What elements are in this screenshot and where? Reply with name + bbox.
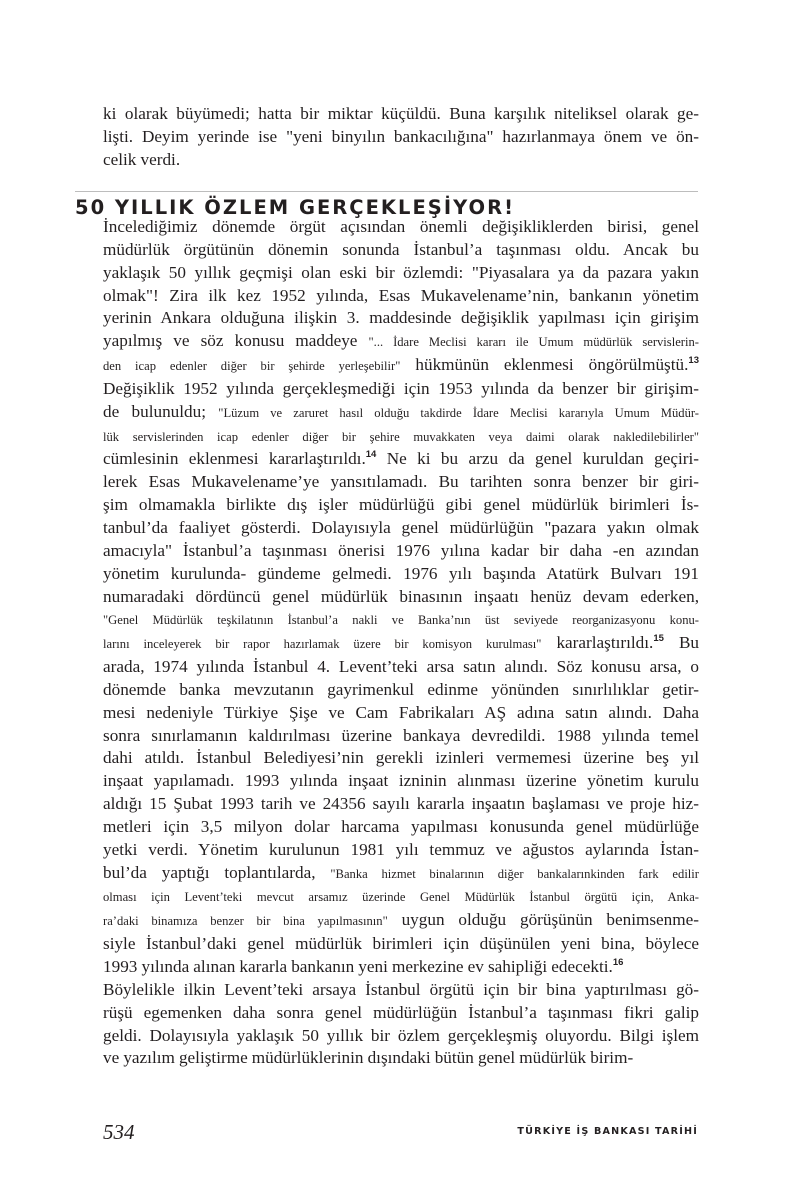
text-line (103, 378, 699, 401)
body-text-run: Bu (663, 633, 700, 653)
body-text-run: tanbul’da faaliyet gösterdi. Dolayısıyla genel müdürlüğün "pazara yakın olmak (103, 517, 699, 537)
body-text-run: Böylelikle ilkin Levent’teki arsaya İstanbul örgütü için bir bina yaptırılması gö- (103, 979, 699, 999)
footnote-marker: 15 (653, 633, 664, 645)
body-text-run: rüşü egemenken daha sonra genel müdürlüğün İstanbul’a taşınması fikri galip (103, 1002, 699, 1022)
body-text-run: müdürlük örgütünün dönemin sonunda İstanbul’a taşınması oldu. Ancak bu (103, 239, 699, 259)
text-line (103, 425, 699, 449)
text-line (103, 540, 699, 563)
text-line (103, 330, 699, 354)
page-number: 534 (103, 1120, 135, 1144)
archival-quote: "Banka hizmet binalarının diğer bankalarınkinden fark edilir (330, 866, 700, 881)
text-line (103, 563, 699, 586)
body-text-run: yapılmış ve söz konusu maddeye (103, 331, 369, 351)
text-line (103, 494, 699, 517)
archival-quote: larını inceleyerek bir rapor hazırlamak üzere bir komisyon kurulması" (103, 637, 542, 652)
archival-quote: den icap edenler diğer bir şehirde yerleşebilir" (103, 359, 401, 374)
body-text-run: amacıyla" İstanbul’a taşınması önerisi 1976 yılına kadar bir daha -en azından (103, 540, 699, 560)
body-text-run: yönetim kurulunda- gündeme gelmedi. 1976 yılı başında Atatürk Bulvarı 191 (103, 563, 699, 583)
text-line (103, 632, 699, 656)
text-line (103, 702, 699, 725)
body-text-run: olmak"! Zira ilk kez 1952 yılında, Esas Mukavelename’nin, bankanın yönetim (103, 285, 699, 305)
text-line (103, 909, 699, 933)
body-text-run: yetki verdi. Yönetim kurulunun 1981 yılı temmuz ve ağustos aylarında İstan- (103, 839, 699, 859)
body-text-run: lerek Esas Mukavelename’ye yansıtılamadı. Bu tarihten sonra benzer bir giri- (103, 472, 699, 492)
body-text-run: bul’da yaptığı toplantılarda, (103, 862, 331, 882)
intro-paragraph (103, 103, 699, 172)
body-text-run: dahi atıldı. İstanbul Belediyesi’nin gerekli izinleri vermemesi üzerine beş yıl (103, 748, 699, 768)
body-text-run: sonra sınırlamanın kaldırılması üzerine bankaya devredildi. 1988 yılında temel (103, 725, 699, 745)
body-text-run: mesi nedeniyle Türkiye Şişe ve Cam Fabrikaları AŞ adına satın alındı. Daha (103, 702, 699, 722)
text-line (103, 885, 699, 909)
text-line (103, 862, 699, 886)
running-head: TÜRKİYE İŞ BANKASI TARİHİ (517, 1126, 698, 1137)
body-text (103, 216, 699, 1070)
body-text-run: de bulunuldu; (103, 401, 219, 421)
text-line (103, 679, 699, 702)
body-text-run: kararlaştırıldı. (541, 633, 654, 653)
body-text-run: uygun olduğu görüşünün benimsenme- (387, 910, 699, 930)
body-text-run: yerinin Ankara olduğuna ilişkin 3. maddesinde değişiklik yapılması için girişim (103, 308, 699, 328)
text-line (103, 1025, 699, 1048)
text-line (103, 471, 699, 494)
footnote-marker: 14 (365, 449, 377, 461)
footnote-marker: 13 (688, 355, 699, 367)
text-line (103, 586, 699, 609)
text-line (103, 956, 699, 979)
body-text-run: Değişiklik 1952 yılında gerçekleşmediği için 1953 yılında da benzer bir girişim- (103, 378, 699, 398)
body-text-run: ve yazılım geliştirme müdürlüklerinin dışındaki bütün genel müdürlük birim- (103, 1048, 634, 1068)
text-line (103, 793, 699, 816)
body-text-run: Ne ki bu arzu da genel kuruldan geçiri- (376, 449, 699, 469)
text-line (103, 1002, 699, 1025)
text-line (103, 307, 699, 330)
text-line: ki olarak büyümedi; hatta bir miktar küçüldü. Buna karşılık niteliksel olarak ge- (103, 104, 699, 123)
body-text-run: siyle İstanbul’daki genel müdürlük birimleri için düşünülen yeni bina, böylece (103, 934, 699, 954)
text-line (103, 770, 699, 793)
text-line (103, 725, 699, 748)
text-line (103, 448, 699, 471)
body-text-run: dönemde banka mevzutanın gayrimenkul edinme yönünden sınırlılıklar getir- (103, 679, 699, 699)
text-line (103, 839, 699, 862)
text-line (103, 262, 699, 285)
body-text-run: numaradaki dördüncü genel müdürlük binasının inşaatı henüz devam ederken, (103, 586, 699, 606)
body-text-run: şim olmamakla birlikte dış işler müdürlüğü gibi genel müdürlük birimleri İs- (103, 495, 699, 515)
text-line: celik verdi. (103, 149, 181, 169)
text-line (103, 747, 699, 770)
body-text-run: geldi. Dolayısıyla yaklaşık 50 yıllık bir özlem gerçekleşmiş oluyordu. Bilgi işlem (103, 1025, 699, 1045)
section-heading: 50 YILLIK ÖZLEM GERÇEKLEŞİYOR! (75, 196, 516, 219)
archival-quote: "... İdare Meclisi kararı ile Umum müdürlük servislerin- (368, 335, 699, 350)
footnote-marker: 16 (612, 957, 624, 968)
archival-quote: olması için Levent’teki mevcut arsamız üzerinde Genel Müdürlük İstanbul örgütü için, Anka- (103, 890, 699, 905)
body-text-run: İncelediğimiz dönemde örgüt açısından önemli değişikliklerden birisi, genel (103, 217, 699, 236)
body-text-run: 1993 yılında alınan kararla bankanın yeni merkezine ev sahipliği edecekti. (103, 957, 613, 976)
body-text-run: arada, 1974 yılında İstanbul 4. Levent’teki arsa satın alındı. Söz konusu arsa, o (103, 657, 699, 677)
text-line (103, 979, 699, 1002)
text-line (103, 608, 699, 632)
text-line (103, 933, 699, 956)
text-line (103, 354, 699, 378)
text-line (103, 285, 699, 308)
body-text-run: yaklaşık 50 yıllık geçmişi olan eski bir özlemdi: "Piyasalara ya da pazara yakın (103, 262, 699, 282)
body-text-run: hükmünün eklenmesi öngörülmüştü. (400, 355, 689, 375)
text-line (103, 216, 699, 239)
text-line (103, 239, 699, 262)
archival-quote: lük servislerinden icap edenler diğer bir şehire muvakkaten veya daimi olarak nakledilebilirler" (103, 429, 699, 444)
body-text-run: inşaat yapılamadı. 1993 yılında inşaat izninin alınması üzerine yönetim kurulu (103, 771, 699, 791)
archival-quote: "Lüzum ve zaruret hasıl olduğu takdirde İdare Meclisi kararıyla Umum Müdür- (218, 405, 699, 420)
body-text-run: metleri için 3,5 milyon dolar harcama yapılması konusunda genel müdürlüğe (103, 816, 699, 836)
text-line (103, 816, 699, 839)
text-line (103, 656, 699, 679)
text-line (103, 1047, 699, 1070)
archival-quote: "Genel Müdürlük teşkilatının İstanbul’a nakli ve Banka’nın üst seviyede reorganizasyonu konu- (103, 613, 699, 628)
archival-quote: ra’daki binamıza benzer bir bina yapılmasının" (103, 914, 388, 929)
body-text-run: aldığı 15 Şubat 1993 tarih ve 24356 sayılı kararla inşaatın başlaması ve proje hiz- (103, 794, 699, 814)
text-line (103, 401, 699, 425)
section-divider (75, 191, 698, 192)
text-line: lişti. Deyim yerinde ise "yeni binyılın bankacılığına" hazırlanmaya önem ve ön- (103, 126, 699, 146)
body-text-run: cümlesinin eklenmesi kararlaştırıldı. (103, 449, 366, 469)
text-line (103, 517, 699, 540)
